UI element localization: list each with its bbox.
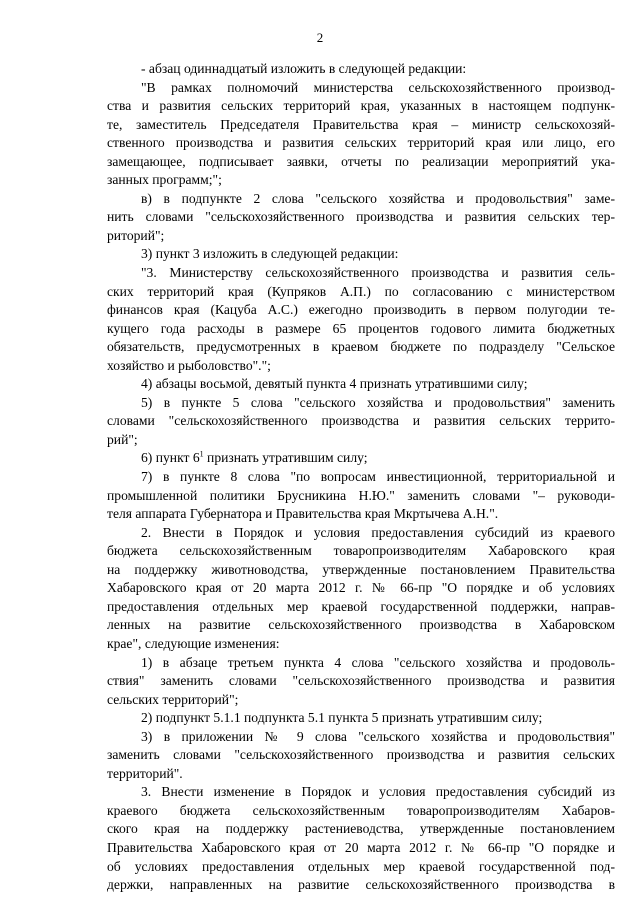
text-line [107, 635, 615, 654]
line-text: 6) пункт 6 [141, 450, 200, 466]
text-line [107, 97, 615, 116]
document-body [107, 60, 615, 895]
text-line [107, 691, 615, 710]
text-line [107, 394, 615, 413]
line-text: на поддержку животноводства, утвержденные постановлением Правительства [107, 561, 615, 577]
line-text: крае", следующие изменения: [107, 635, 280, 651]
line-text: ственного производства и развития сельских территорий края или лицо, его [107, 135, 615, 151]
line-text: 5) в пункте 5 слова "сельского хозяйства и продовольствия" заменить [141, 394, 615, 410]
text-line [107, 820, 615, 839]
text-line [107, 858, 615, 877]
page-number: 2 [316, 30, 324, 45]
line-text: Правительства Хабаровского края от 20 марта 2012 г. № 66-пр "О порядке и [107, 839, 615, 855]
line-text: заменить словами "сельскохозяйственного производства и развития сельских [107, 747, 615, 763]
line-text: рий"; [107, 431, 138, 447]
text-line [107, 320, 615, 339]
text-line [107, 876, 615, 895]
line-text: теля аппарата Губернатора и Правительства края Мкртычева А.Н.". [107, 506, 499, 522]
line-text: территорий". [107, 765, 183, 781]
text-line [107, 153, 615, 172]
text-line [107, 283, 615, 302]
line-text: 1) в абзаце третьем пункта 4 слова "сельского хозяйства и продоволь- [141, 654, 615, 670]
line-text: "В рамках полномочий министерства сельскохозяйственного производ- [141, 79, 615, 95]
line-text: 3. Внести изменение в Порядок и условия предоставления субсидий из [141, 784, 615, 800]
text-line [107, 765, 615, 784]
line-text: 3) пункт 3 изложить в следующей редакции: [141, 246, 399, 262]
text-line [107, 449, 615, 468]
line-text: держки, направленных на развитие сельскохозяйственного производства в [107, 877, 615, 893]
line-text: краевого бюджета сельскохозяйственным товаропроизводителям Хабаров- [107, 802, 615, 818]
text-line [107, 431, 615, 450]
line-text: риторий"; [107, 227, 165, 243]
line-text: ства и развития сельских территорий края, указанных в настоящем подпунк- [107, 98, 615, 114]
line-text: ских территорий края (Купряков А.П.) по согласованию с министерством [107, 283, 615, 299]
text-line [107, 579, 615, 598]
text-line [107, 79, 615, 98]
text-line [107, 116, 615, 135]
text-line [107, 245, 615, 264]
text-line [107, 171, 615, 190]
text-line [107, 561, 615, 580]
text-line [107, 190, 615, 209]
line-text: нить словами "сельскохозяйственного производства и развития сельских тер- [107, 209, 615, 225]
line-text: 7) в пункте 8 слова "по вопросам инвестиционной, территориальной и [141, 469, 615, 485]
line-text: занных программ;"; [107, 172, 222, 188]
text-line [107, 338, 615, 357]
superscript: 1 [199, 449, 204, 459]
text-line [107, 746, 615, 765]
line-text: те, заместитель Председателя Правительства края – министр сельскохозяй- [107, 116, 615, 132]
text-line [107, 783, 615, 802]
text-line [107, 728, 615, 747]
line-text: предоставления отдельных мер краевой государственной поддержки, направ- [107, 598, 615, 614]
text-line [107, 134, 615, 153]
line-text: 2) подпункт 5.1.1 подпункта 5.1 пункта 5 признать утратившим силу; [141, 710, 543, 726]
text-line [107, 524, 615, 543]
line-text: сельских территорий"; [107, 691, 239, 707]
line-text-tail: признать утратившим силу; [203, 450, 368, 466]
line-text: замещающее, подписывает заявки, отчеты по реализации мероприятий ука- [107, 153, 615, 169]
line-text: словами "сельскохозяйственного производства и развития сельских террито- [107, 413, 615, 429]
line-text: хозяйство и рыболовство"."; [107, 357, 271, 373]
text-line [107, 542, 615, 561]
text-line [107, 839, 615, 858]
line-text: в) в подпункте 2 слова "сельского хозяйства и продовольствия" заме- [141, 190, 615, 206]
text-line [107, 654, 615, 673]
line-text: ствия" заменить словами "сельскохозяйственного производства и развития [107, 673, 615, 689]
text-line [107, 616, 615, 635]
text-line [107, 487, 615, 506]
line-text: 2. Внести в Порядок и условия предоставления субсидий из краевого [141, 524, 615, 540]
line-text: 3) в приложении № 9 слова "сельского хозяйства и продовольствия" [141, 728, 615, 744]
line-text: об условиях предоставления отдельных мер краевой государственной под- [107, 858, 615, 874]
text-line [107, 709, 615, 728]
line-text: промышленной политики Брусникина Н.Ю." заменить словами "– руководи- [107, 487, 615, 503]
line-text: ского края на поддержку растениеводства, утвержденные постановлением [107, 821, 615, 837]
text-line [107, 264, 615, 283]
line-text: финансов края (Кацуба А.С.) ежегодно производить в первом полугодии те- [107, 302, 615, 318]
line-text: обязательств, предусмотренных в краевом бюджете по подразделу "Сельское [107, 339, 615, 355]
text-line [107, 412, 615, 431]
text-line [107, 227, 615, 246]
text-line [107, 468, 615, 487]
line-text: бюджета сельскохозяйственным товаропроизводителям Хабаровского края [107, 543, 615, 559]
text-line [107, 208, 615, 227]
line-text: ленных на развитие сельскохозяйственного производства в Хабаровском [107, 617, 615, 633]
text-line [107, 375, 615, 394]
text-line [107, 672, 615, 691]
text-line [107, 802, 615, 821]
text-line [107, 60, 615, 79]
text-line [107, 598, 615, 617]
line-text: кущего года расходы в размере 65 процентов годового лимита бюджетных [107, 320, 615, 336]
text-line [107, 357, 615, 376]
line-text: Хабаровского края от 20 марта 2012 г. № 66-пр "О порядке и об условиях [107, 580, 615, 596]
text-line [107, 505, 615, 524]
line-text: "3. Министерству сельскохозяйственного производства и развития сель- [141, 265, 615, 281]
text-line [107, 301, 615, 320]
line-text: 4) абзацы восьмой, девятый пункта 4 признать утратившими силу; [141, 376, 528, 392]
line-text: - абзац одиннадцатый изложить в следующей редакции: [141, 61, 467, 76]
